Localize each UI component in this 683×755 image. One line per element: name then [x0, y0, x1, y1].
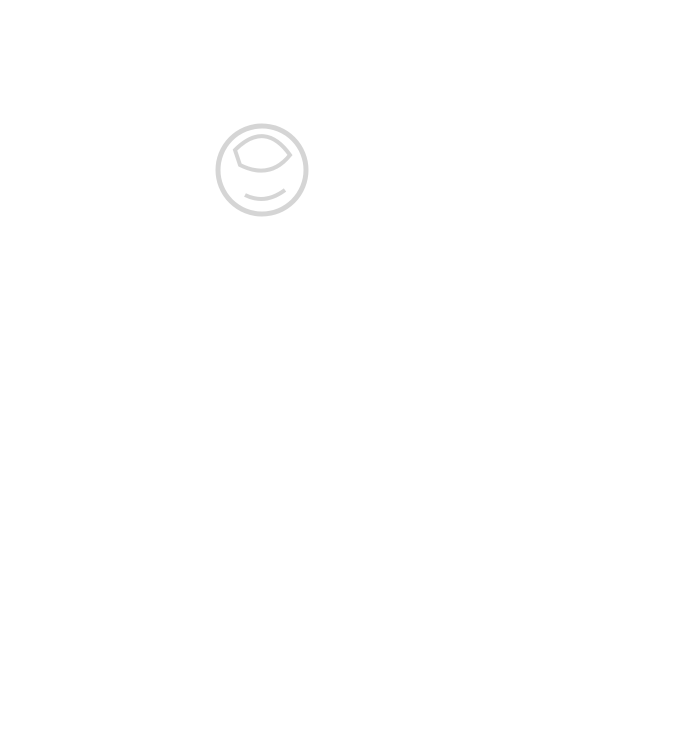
watermark-logo [218, 126, 306, 214]
